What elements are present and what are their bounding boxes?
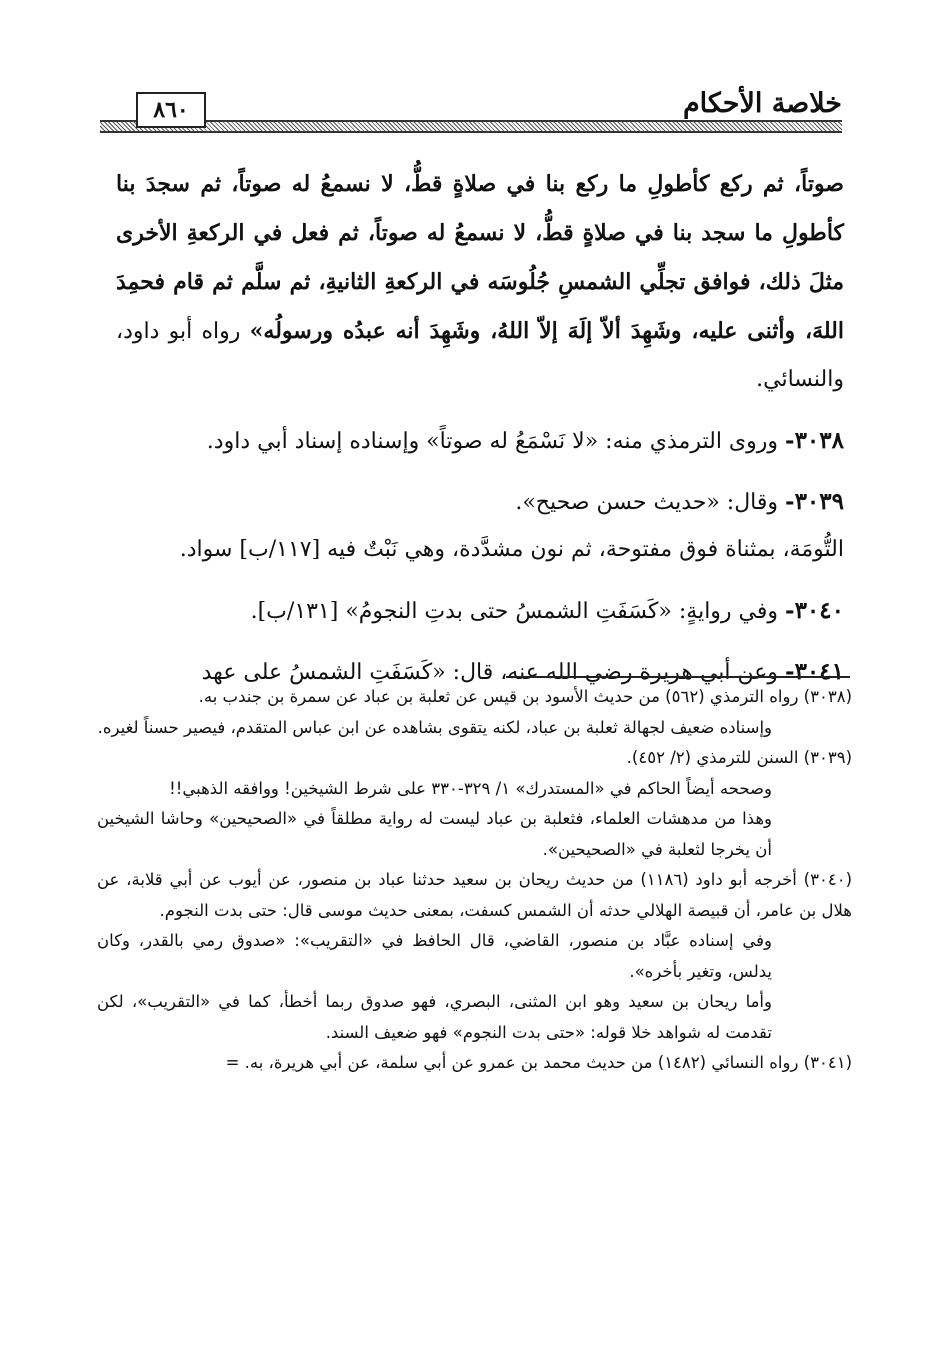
main-text	[116, 160, 844, 696]
page-number: ٨٦٠	[136, 92, 206, 128]
hadith-text: وروى الترمذي منه: «لا نَسْمَعُ له صوتاً» وإسناده إسناد أبي داود.	[206, 429, 786, 454]
footnote-3038-grading: وإسناده ضعيف لجهالة ثعلبة بن عباد، لكنه يتقوى بشاهده عن ابن عباس المتقدم، فيصير حسناً لغيره.	[97, 717, 772, 737]
hadith-text: وعن أبي هريرة رضي الله عنه، قال: «كَسَفَتِ الشمسُ على عهد	[201, 660, 786, 685]
hadith-3040	[116, 588, 844, 635]
hadith-number: ٣٠٣٩-	[785, 488, 844, 515]
hadith-3038	[116, 418, 844, 465]
footnote-separator	[506, 676, 850, 678]
hadith-number: ٣٠٣٨-	[785, 427, 844, 454]
hadith-text: وفي روايةٍ: «كَسَفَتِ الشمسُ حتى بدتِ النجومُ» [١٣١/ب].	[250, 599, 786, 624]
hadith-3039-note: التُّومَة، بمثناة فوق مفتوحة، ثم نون مشدَّدة، وهي نَبْتٌ فيه [١١٧/ب] سواد.	[179, 537, 844, 562]
footnotes	[97, 682, 852, 1079]
footnote-3040: (٣٠٤٠) أخرجه أبو داود (١١٨٦) من حديث ريحان بن سعيد حدثنا عباد بن منصور، عن أيوب عن أبي قلابة، عن هلال بن عامر، أن قبيصة الهلالي حدثه أن الشمس كسفت، بمعنى حديث موسى قال: حتى بدت النجوم.	[97, 870, 852, 920]
book-title: خلاصة الأحكام	[682, 88, 842, 119]
footnote-3040-narrator-2: وأما ريحان بن سعيد وهو ابن المثنى، البصري، فهو صدوق ربما أخطأ، كما في «التقريب»، لكن تقدمت له شواهد خلا قوله: «حتى بدت النجوم» فهو ضعيف السند.	[97, 992, 772, 1042]
hadith-number: ٣٠٤٠-	[785, 597, 844, 624]
hadith-continuation	[116, 160, 844, 404]
hadith-continuation-text: صوتاً، ثم ركع كأطولِ ما ركع بنا في صلاةٍ قطُّ، لا نسمعُ له صوتاً، ثم سجدَ بنا كأطولِ ما سجد بنا في صلاةٍ قطُّ، لا نسمعُ له صوتاً، ثم فعل في الركعةِ الأخرى مثلَ ذلك، فوافق تجلِّي الشمسِ جُلُوسَه في الركعةِ الثانيةِ، ثم سلَّم ثم قام فحمِدَ اللهَ، وأثنى عليه، وشَهِدَ ألاّ إلَهَ إلاّ اللهُ، وشَهِدَ أنه عبدُه ورسولُه»	[116, 171, 844, 344]
page-header	[100, 86, 842, 142]
footnote-3039: (٣٠٣٩) السنن للترمذي (٢/ ٤٥٢).	[626, 748, 852, 767]
hadith-text: وقال: «حديث حسن صحيح».	[515, 490, 786, 515]
footnote-3040-narrator-1: وفي إسناده عبَّاد بن منصور، القاضي، قال الحافظ في «التقريب»: «صدوق رمي بالقدر، وكان يدلس، وتغير بأخره».	[97, 931, 772, 981]
footnote-3039-comment: وهذا من مدهشات العلماء، فثعلبة بن عباد ليست له رواية مطلقاً في «الصحيحين» وحاشا الشيخين أن يخرجا لثعلبة في «الصحيحين».	[97, 809, 772, 859]
footnote-3041: (٣٠٤١) رواه النسائي (١٤٨٢) من حديث محمد بن عمرو عن أبي سلمة، عن أبي هريرة، به. =	[225, 1053, 852, 1072]
footnote-3038: (٣٠٣٨) رواه الترمذي (٥٦٢) من حديث الأسود بن قيس عن ثعلبة بن عباد عن سمرة بن جندب به.	[198, 687, 852, 706]
footnote-3039-grading: وصححه أيضاً الحاكم في «المستدرك» ١/ ٣٢٩-٣٣٠ على شرط الشيخين! ووافقه الذهبي!!	[169, 778, 772, 798]
hadith-number: ٣٠٤١-	[785, 658, 844, 685]
hadith-continuation-source: رواه أبو داود، والنسائي.	[116, 319, 844, 392]
hadith-3039	[116, 479, 844, 526]
